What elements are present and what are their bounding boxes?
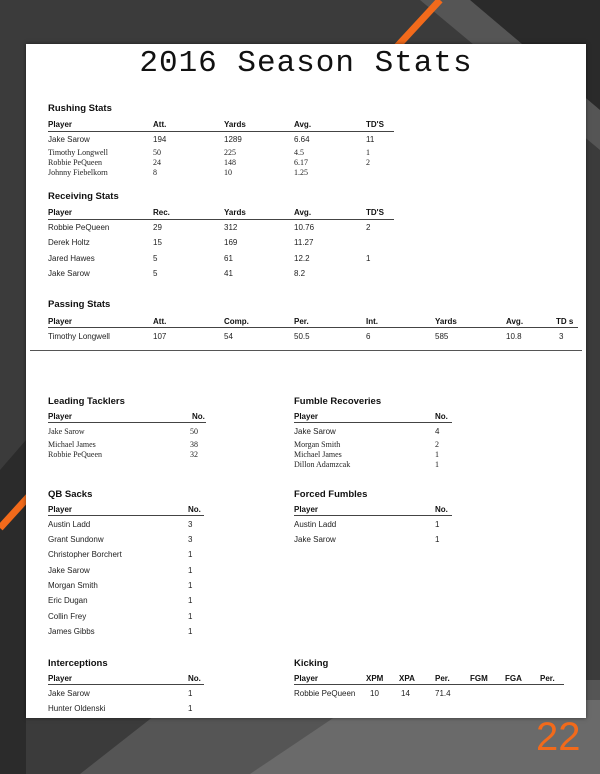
qb-sacks-cell: Eric Dugan: [48, 596, 88, 605]
interceptions-cell: Hunter Oldenski: [48, 704, 106, 713]
tacklers-header-no: No.: [192, 412, 205, 421]
passing-cell: Timothy Longwell: [48, 332, 110, 341]
receiving-header-avg: Avg.: [294, 208, 312, 217]
receiving-cell: 312: [224, 223, 238, 232]
interceptions-rule: [48, 684, 204, 685]
kicking-header-per-fg: Per.: [540, 674, 555, 683]
tacklers-cell: Michael James: [48, 440, 96, 449]
rushing-rule: [48, 131, 394, 132]
tacklers-title: Leading Tacklers: [48, 396, 125, 407]
fumble-recoveries-cell: 4: [435, 427, 440, 436]
fumble-recoveries-title: Fumble Recoveries: [294, 396, 382, 407]
receiving-header-tds: TD'S: [366, 208, 384, 217]
rushing-cell: 6.17: [294, 158, 308, 167]
qb-sacks-cell: 1: [188, 627, 193, 636]
receiving-cell: 41: [224, 269, 233, 278]
receiving-rule: [48, 219, 394, 220]
receiving-header-player: Player: [48, 208, 73, 217]
forced-fumbles-title: Forced Fumbles: [294, 489, 368, 500]
passing-title: Passing Stats: [48, 299, 111, 310]
tacklers-cell: 32: [190, 450, 198, 459]
kicking-cell: Robbie PeQueen: [294, 689, 356, 698]
passing-rule: [48, 327, 578, 328]
interceptions-title: Interceptions: [48, 658, 108, 669]
passing-cell: 3: [559, 332, 564, 341]
qb-sacks-cell: Morgan Smith: [48, 581, 98, 590]
qb-sacks-cell: 1: [188, 596, 193, 605]
interceptions-cell: Jake Sarow: [48, 689, 90, 698]
kicking-cell: 10: [370, 689, 379, 698]
passing-header-avg: Avg.: [506, 317, 524, 326]
kicking-cell: 71.4: [435, 689, 451, 698]
kicking-header-xpm: XPM: [366, 674, 384, 683]
qb-sacks-cell: Grant Sundonw: [48, 535, 104, 544]
fumble-recoveries-cell: Jake Sarow: [294, 427, 336, 436]
passing-cell: 107: [153, 332, 167, 341]
kicking-cell: 14: [401, 689, 410, 698]
kicking-header-fga: FGA: [505, 674, 522, 683]
receiving-cell: Robbie PeQueen: [48, 223, 110, 232]
tacklers-rule: [48, 422, 206, 423]
rushing-cell: Robbie PeQueen: [48, 158, 102, 167]
forced-fumbles-cell: 1: [435, 520, 440, 529]
passing-cell: 6: [366, 332, 371, 341]
fumble-recoveries-header-player: Player: [294, 412, 319, 421]
passing-cell: 50.5: [294, 332, 310, 341]
forced-fumbles-cell: Austin Ladd: [294, 520, 337, 529]
receiving-cell: 61: [224, 254, 233, 263]
rushing-cell: Timothy Longwell: [48, 148, 108, 157]
rushing-cell: 225: [224, 148, 236, 157]
passing-header-player: Player: [48, 317, 73, 326]
kicking-header-per: Per.: [435, 674, 450, 683]
receiving-header-rec: Rec.: [153, 208, 170, 217]
kicking-rule: [294, 684, 564, 685]
qb-sacks-cell: 1: [188, 566, 193, 575]
rushing-cell: 8: [153, 168, 157, 177]
forced-fumbles-header-player: Player: [294, 505, 319, 514]
forced-fumbles-cell: Jake Sarow: [294, 535, 336, 544]
fumble-recoveries-cell: Michael James: [294, 450, 342, 459]
qb-sacks-cell: Austin Ladd: [48, 520, 91, 529]
page-number: 22: [536, 715, 581, 759]
qb-sacks-title: QB Sacks: [48, 489, 93, 500]
rushing-cell: Jake Sarow: [48, 135, 90, 144]
qb-sacks-cell: James Gibbs: [48, 627, 95, 636]
passing-cell: 54: [224, 332, 233, 341]
qb-sacks-rule: [48, 515, 204, 516]
rushing-header-yards: Yards: [224, 120, 246, 129]
receiving-cell: 2: [366, 223, 371, 232]
rushing-header-avg: Avg.: [294, 120, 312, 129]
rushing-cell: 1.25: [294, 168, 308, 177]
interceptions-cell: 1: [188, 704, 193, 713]
rushing-cell: 11: [366, 135, 375, 144]
fumble-recoveries-cell: Morgan Smith: [294, 440, 341, 449]
rushing-header-att: Att.: [153, 120, 167, 129]
kicking-title: Kicking: [294, 658, 329, 669]
qb-sacks-header-player: Player: [48, 505, 73, 514]
kicking-header-fgm: FGM: [470, 674, 488, 683]
stats-page: [26, 44, 586, 718]
passing-header-comp: Comp.: [224, 317, 249, 326]
forced-fumbles-rule: [294, 515, 452, 516]
rushing-cell: 50: [153, 148, 161, 157]
interceptions-cell: 1: [188, 689, 193, 698]
receiving-header-yards: Yards: [224, 208, 246, 217]
receiving-cell: 5: [153, 254, 158, 263]
rushing-cell: 2: [366, 158, 370, 167]
tacklers-cell: Robbie PeQueen: [48, 450, 102, 459]
receiving-cell: 1: [366, 254, 371, 263]
passing-header-per: Per.: [294, 317, 309, 326]
rushing-cell: 194: [153, 135, 167, 144]
passing-header-int: Int.: [366, 317, 378, 326]
tacklers-cell: 50: [190, 427, 198, 436]
receiving-title: Receiving Stats: [48, 191, 119, 202]
rushing-header-tds: TD'S: [366, 120, 384, 129]
receiving-cell: 15: [153, 238, 162, 247]
section-divider: [30, 350, 582, 351]
receiving-cell: 12.2: [294, 254, 310, 263]
kicking-header-xpa: XPA: [399, 674, 415, 683]
rushing-title: Rushing Stats: [48, 103, 112, 114]
fumble-recoveries-cell: 1: [435, 450, 439, 459]
fumble-recoveries-cell: 1: [435, 460, 439, 469]
rushing-cell: 1: [366, 148, 370, 157]
receiving-cell: 5: [153, 269, 158, 278]
fumble-recoveries-cell: 2: [435, 440, 439, 449]
interceptions-header-no: No.: [188, 674, 201, 683]
rushing-cell: 1289: [224, 135, 242, 144]
receiving-cell: Derek Holtz: [48, 238, 90, 247]
passing-cell: 10.8: [506, 332, 522, 341]
rushing-cell: 148: [224, 158, 236, 167]
qb-sacks-cell: 1: [188, 612, 193, 621]
tacklers-cell: Jake Sarow: [48, 427, 85, 436]
qb-sacks-cell: 3: [188, 535, 193, 544]
fumble-recoveries-rule: [294, 422, 452, 423]
rushing-cell: 4.5: [294, 148, 304, 157]
qb-sacks-header-no: No.: [188, 505, 201, 514]
qb-sacks-cell: 1: [188, 581, 193, 590]
receiving-cell: Jake Sarow: [48, 269, 90, 278]
qb-sacks-cell: Collin Frey: [48, 612, 87, 621]
page-title: 2016 Season Stats: [139, 46, 473, 81]
rushing-cell: 24: [153, 158, 161, 167]
passing-header-tds: TD s: [556, 317, 574, 326]
qb-sacks-cell: 1: [188, 550, 193, 559]
receiving-cell: 169: [224, 238, 238, 247]
qb-sacks-cell: Jake Sarow: [48, 566, 90, 575]
rushing-cell: Johnny Fiebelkorn: [48, 168, 108, 177]
passing-header-yards: Yards: [435, 317, 457, 326]
tacklers-cell: 38: [190, 440, 198, 449]
qb-sacks-cell: 3: [188, 520, 193, 529]
passing-cell: 585: [435, 332, 449, 341]
forced-fumbles-header-no: No.: [435, 505, 448, 514]
receiving-cell: 29: [153, 223, 162, 232]
receiving-cell: Jared Hawes: [48, 254, 95, 263]
qb-sacks-cell: Christopher Borchert: [48, 550, 122, 559]
passing-header-att: Att.: [153, 317, 167, 326]
interceptions-header-player: Player: [48, 674, 73, 683]
fumble-recoveries-cell: Dillon Adamzcak: [294, 460, 351, 469]
tacklers-header-player: Player: [48, 412, 73, 421]
rushing-header-player: Player: [48, 120, 73, 129]
receiving-cell: 8.2: [294, 269, 306, 278]
rushing-cell: 10: [224, 168, 232, 177]
forced-fumbles-cell: 1: [435, 535, 440, 544]
rushing-cell: 6.64: [294, 135, 310, 144]
fumble-recoveries-header-no: No.: [435, 412, 448, 421]
receiving-cell: 10.76: [294, 223, 315, 232]
kicking-header-player: Player: [294, 674, 319, 683]
receiving-cell: 11.27: [294, 238, 314, 247]
